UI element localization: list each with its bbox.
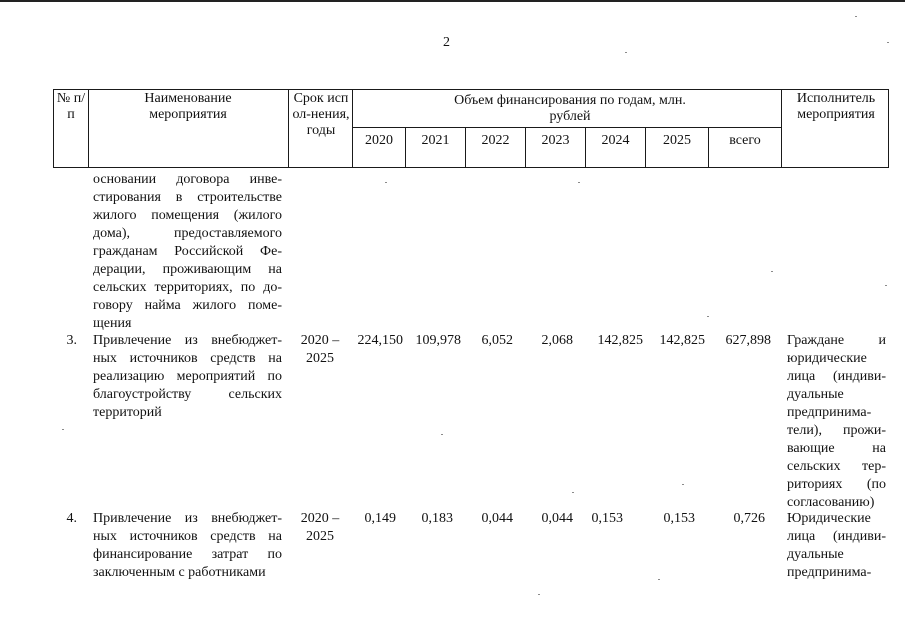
value-2023: 2,068	[541, 333, 573, 348]
header-name: Наименование мероприятия	[144, 91, 232, 122]
row-name: Привлечение из внебюджет-ных источников средств на реализацию мероприятий по благоустройству сельских территорий	[93, 333, 282, 420]
year-2020: 2020	[365, 133, 393, 148]
page-number: 2	[443, 35, 450, 50]
value-2025: 142,825	[659, 333, 705, 348]
header-number: № п/п	[56, 91, 86, 122]
row-executor: Юридические лица (индиви-дуальные предпринима-	[787, 511, 886, 580]
value-2021: 0,183	[421, 511, 453, 526]
value-2022: 6,052	[481, 333, 513, 348]
top-border-line	[0, 0, 905, 2]
row-term: 2020 – 2025	[300, 333, 340, 366]
value-2022: 0,044	[481, 511, 513, 526]
value-2024: 142,825	[597, 333, 643, 348]
value-2020: 0,149	[364, 511, 396, 526]
value-2025: 0,153	[663, 511, 695, 526]
year-2025: 2025	[663, 133, 691, 148]
value-2020: 224,150	[357, 333, 403, 348]
value-total: 627,898	[725, 333, 771, 348]
row-executor: Граждане и юридические лица (индиви-дуальные предпринима-тели), прожи-вающие на сельских тер-риториях (по согласованию)	[787, 333, 886, 510]
value-2024: 0,153	[591, 511, 623, 526]
header-funding: Объем финансирования по годам, млн. рублей	[454, 93, 686, 124]
row-number: 3.	[66, 333, 77, 348]
year-2021: 2021	[421, 133, 450, 148]
year-2024: 2024	[601, 133, 630, 148]
year-2023: 2023	[541, 133, 570, 148]
row-name: Привлечение из внебюджет-ных источников средств на финансирование затрат по заключенным с работниками	[93, 511, 282, 580]
value-total: 0,726	[733, 511, 765, 526]
value-2021: 109,978	[415, 333, 461, 348]
header-executor: Исполнитель мероприятия	[796, 91, 876, 122]
header-term: Срок испол-нения, годы	[292, 91, 350, 138]
row-number: 4.	[66, 511, 77, 526]
year-total: всего	[729, 133, 761, 148]
year-2022: 2022	[481, 133, 510, 148]
value-2023: 0,044	[541, 511, 573, 526]
continuation-name: основании договора инве-стирования в строительстве жилого помещения (жилого дома), предоставляемого гражданам Российской Фе-дерации, проживающим на сельских территориях, по до-говору найма жилого поме-щения	[93, 172, 282, 331]
row-term: 2020 – 2025	[300, 511, 340, 544]
